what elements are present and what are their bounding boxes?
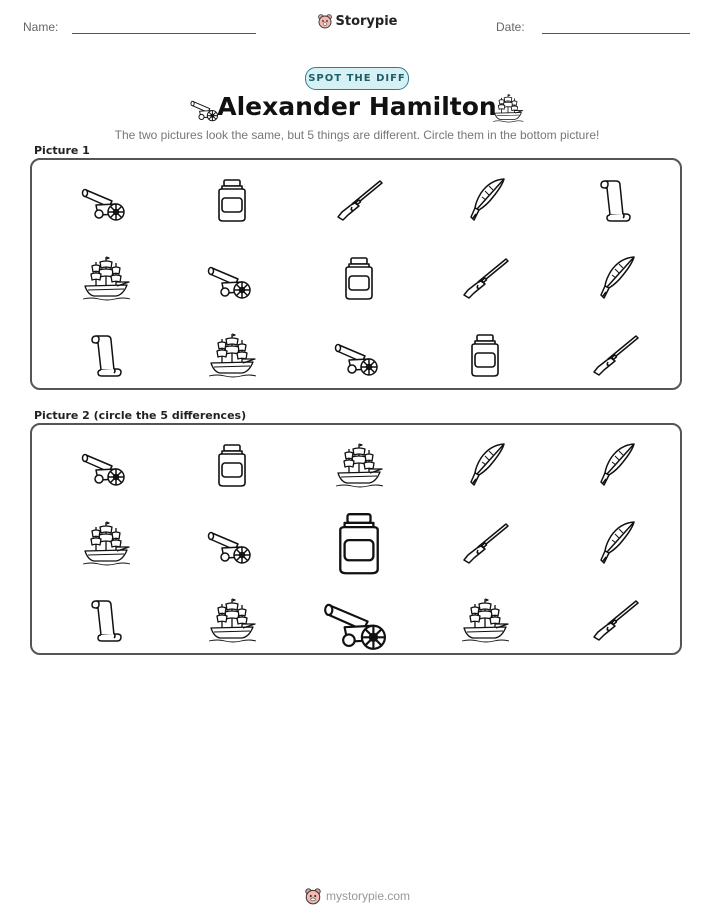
scroll-icon[interactable] [81,595,131,645]
picture-2-panel[interactable] [30,423,682,655]
picture-1-panel [30,158,682,390]
quill-icon[interactable] [590,440,640,490]
quill-icon [590,253,640,303]
instructions: The two pictures look the same, but 5 things are different. Circle them in the bottom picture! [114,128,600,142]
ship-icon [207,330,257,380]
scroll-icon [81,330,131,380]
spot-the-diff-badge: SPOT THE DIFF [305,67,409,90]
ink-bottle-icon [334,253,384,303]
ink-bottle-icon [207,175,257,225]
musket-icon [590,330,640,380]
date-line[interactable] [542,33,690,34]
name-label: Name: [23,20,59,34]
brand-logo [0,13,714,33]
cannon-icon[interactable] [323,584,395,656]
ship-icon [81,253,131,303]
quill-icon[interactable] [460,440,510,490]
cannon-icon [334,330,384,380]
date-label: Date: [496,20,525,34]
cannon-icon[interactable] [207,518,257,568]
ship-icon[interactable] [81,518,131,568]
cannon-icon[interactable] [81,440,131,490]
musket-icon [334,175,384,225]
picture-1-label: Picture 1 [34,144,90,157]
ink-bottle-icon [460,330,510,380]
ship-icon [492,92,524,124]
musket-icon[interactable] [460,518,510,568]
picture-2-label: Picture 2 (circle the 5 differences) [34,409,247,422]
bear-icon [304,887,322,908]
ink-bottle-icon[interactable] [207,440,257,490]
cannon-icon [207,253,257,303]
page-title: Alexander Hamilton [217,92,497,121]
musket-icon[interactable] [590,595,640,645]
name-line[interactable] [72,33,256,34]
brand-name: Storypie [335,14,398,29]
cannon-icon [81,175,131,225]
quill-icon[interactable] [590,518,640,568]
scroll-icon [590,175,640,225]
quill-icon [460,175,510,225]
ship-icon[interactable] [334,440,384,490]
ink-bottle-icon[interactable] [323,507,395,579]
ship-icon[interactable] [207,595,257,645]
bear-icon [317,13,333,33]
footer [0,887,714,908]
musket-icon [460,253,510,303]
ship-icon[interactable] [460,595,510,645]
footer-url: mystorypie.com [325,889,411,903]
